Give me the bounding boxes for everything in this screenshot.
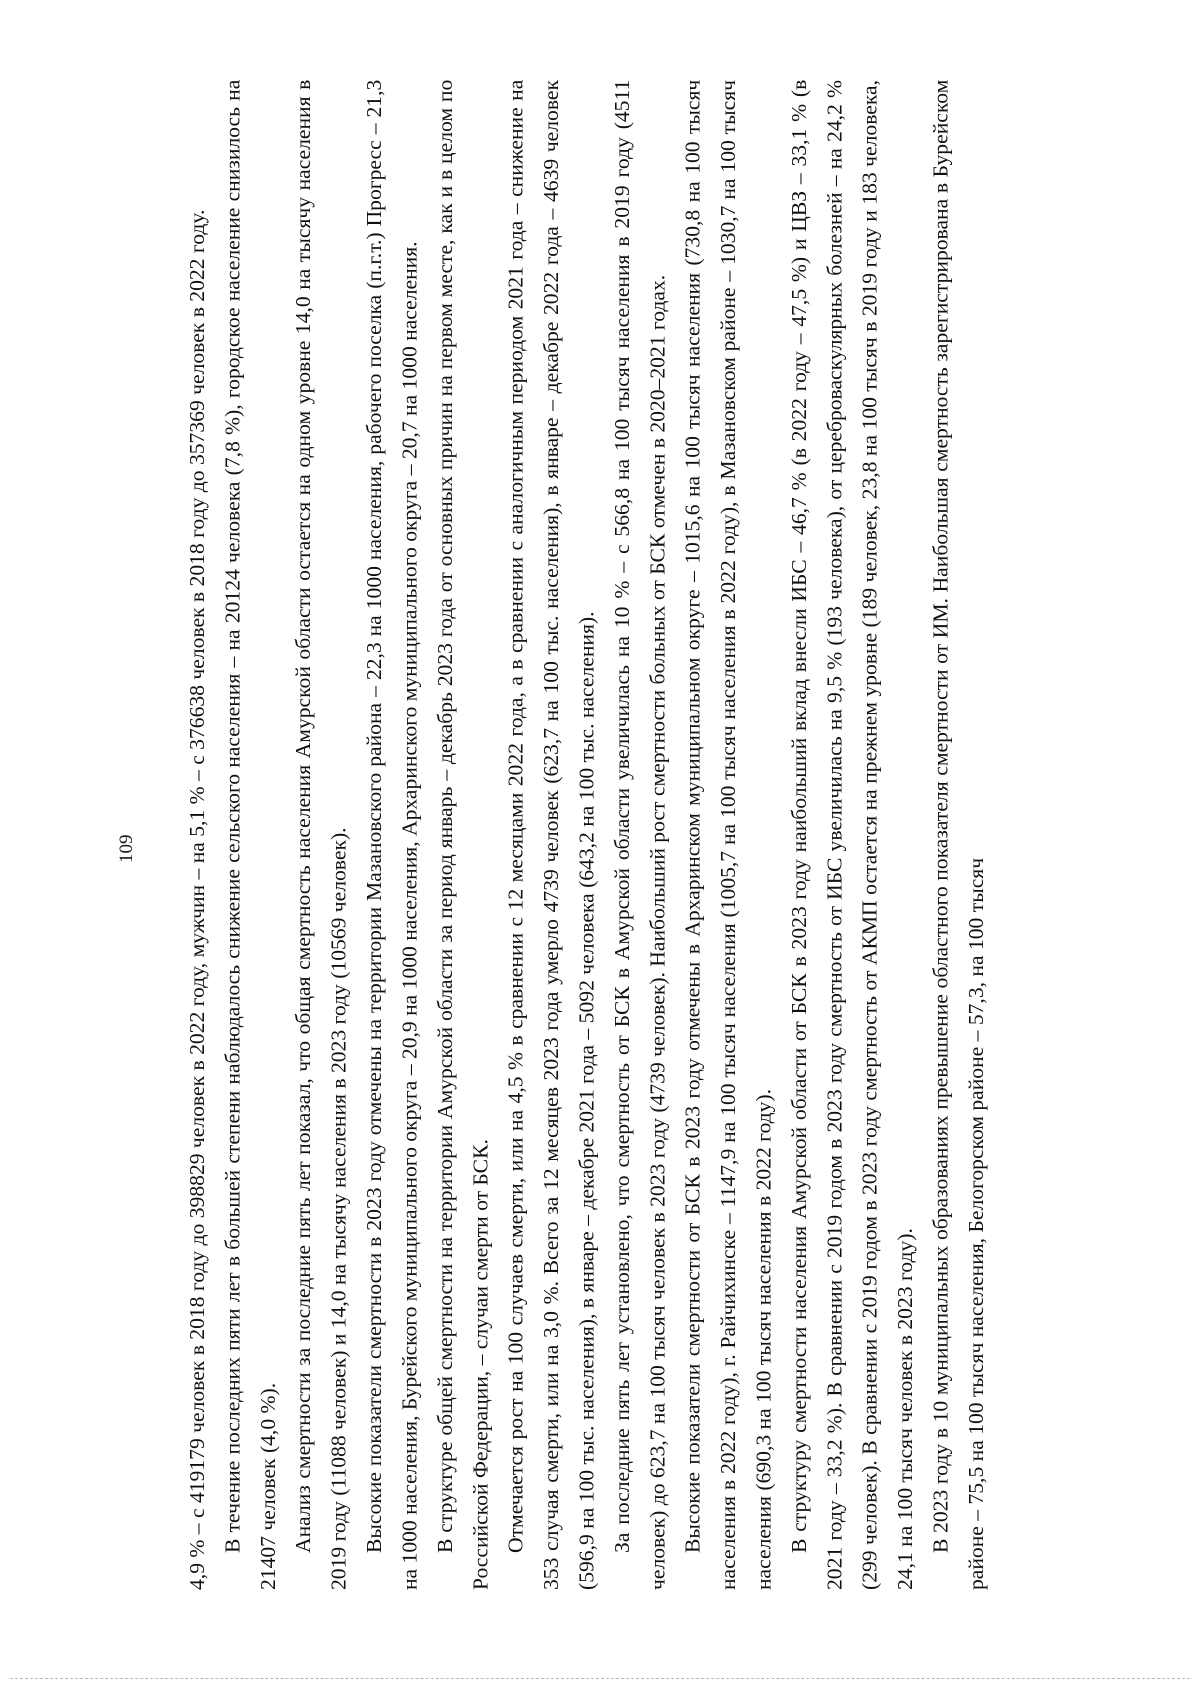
paragraph: Высокие показатели смертности в 2023 году отмечены на территории Мазановского района – 22,3 на 1000 населения, рабочего поселка (п.г.т.) Прогресс – 21,3 на 1000 населения, Бурейского муниципального округа – 20,9 на 1000 населения, Архаринского муниципального округа – 20,7 на 1000 населения.	[362, 80, 422, 1590]
paragraph: За последние пять лет установлено, что смертность от БСК в Амурской области увеличилась на 10 % – с 566,8 на 100 тысяч населения в 2019 году (4511 человек) до 623,7 на 100 тысяч человек в 2023 году (4739 человек). Наибольший рост смертности больных от БСК отмечен в 2020–2021 годах.	[609, 80, 670, 1590]
paragraph: Анализ смертности за последние пять лет показал, что общая смертность населения Амурской области остается на одном уровне 14,0 на тысячу населения в 2019 году (11088 человек) и 14,0 на тысячу населения в 2023 году (10569 человек).	[291, 80, 351, 1590]
paragraph: В 2023 году в 10 муниципальных образованиях превышение областного показателя смертности от ИМ. Наибольшая смертность зарегистрирована в Бурейском районе – 75,5 на 100 тысяч населения, Белогорском районе – 57,3, на 100 тысяч	[928, 80, 988, 1590]
body-text	[180, 80, 1100, 1590]
page-number: 109	[116, 834, 137, 864]
page-bottom-rule	[10, 1678, 1190, 1679]
paragraph: 4,9 % – с 419179 человек в 2018 году до 398829 человек в 2022 году, мужчин – на 5,1 % – с 376638 человек в 2018 году до 357369 человек в 2022 году.	[185, 209, 209, 1590]
paragraph: В структуру смертности населения Амурской области от БСК в 2023 году наибольший вклад внесли ИБС – 46,7 % (в 2022 году – 47,5 %) и ЦВЗ – 33,1 % (в 2021 году – 33,2 %). В сравнении с 2019 годом в 2023 году смертность от ИБС увеличилась на 9,5 % (193 человека), от цереброваскулярных болезней – на 24,2 % (299 человек). В сравнении с 2019 годом в 2023 году смертность от АКМП остается на прежнем уровне (189 человек, 23,8 на 100 тысяч в 2019 году и 183 человека, 24,1 на 100 тысяч человек в 2023 году).	[786, 80, 918, 1590]
paragraph: В течение последних пяти лет в большей степени наблюдалось снижение сельского населения – на 20124 человека (7,8 %), городское население снизилось на 21407 человек (4,0 %).	[220, 80, 280, 1590]
paragraph: Высокие показатели смертности от БСК в 2023 году отмечены в Архаринском муниципальном округе – 1015,6 на 100 тысяч населения (730,8 на 100 тысяч населения в 2022 году), г. Райчихинске – 1147,9 на 100 тысяч населения (1005,7 на 100 тысяч населения в 2022 году), в Мазановском районе – 1030,7 на 100 тысяч населения (690,3 на 100 тысяч населения в 2022 году).	[680, 80, 776, 1590]
paragraph: Отмечается рост на 100 случаев смерти, или на 4,5 % в сравнении с 12 месяцами 2022 года, а в сравнении с аналогичным периодом 2021 года – снижение на 353 случая смерти, или на 3,0 %. Всего за 12 месяцев 2023 года умерло 4739 человек (623,7 на 100 тыс. населения), в январе – декабре 2022 года – 4639 человек (596,9 на 100 тыс. населения), в январе – декабре 2021 года – 5092 человека (643,2 на 100 тыс. населения).	[503, 80, 599, 1590]
paragraph: В структуре общей смертности на территории Амурской области за период январь – декабрь 2023 года от основных причин на первом месте, как и в целом по Российской Федерации, – случаи смерти от БСК.	[432, 80, 493, 1590]
